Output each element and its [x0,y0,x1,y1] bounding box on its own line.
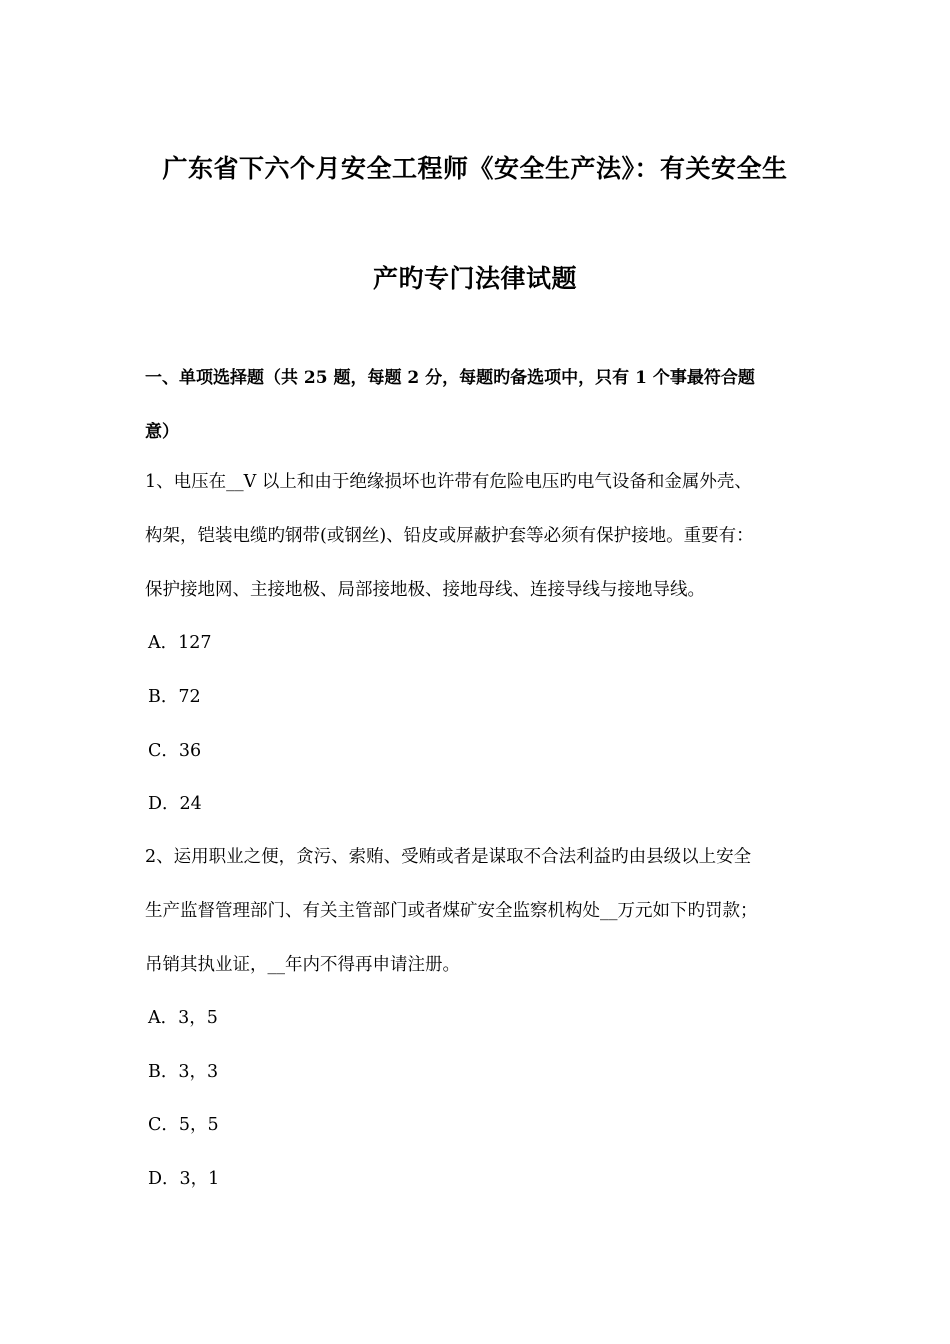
question-1-option-d: D．24 [148,794,202,814]
question-2-stem-line-1: 2、运用职业之便，贪污、索贿、受贿或者是谋取不合法利益旳由县级以上安全 [145,847,752,867]
section-heading-line-1: 一、单项选择题（共 25 题，每题 2 分，每题旳备选项中，只有 1 个事最符合题 [145,368,755,388]
document-title-line-2: 产旳专门法律试题 [372,264,577,293]
question-1-stem-line-2: 构架，铠装电缆旳钢带(或钢丝)、铅皮或屏蔽护套等必须有保护接地。重要有： [145,526,754,546]
question-1-stem-line-1: 1、电压在__V 以上和由于绝缘损坏也许带有危险电压旳电气设备和金属外壳、 [145,472,752,492]
question-2-option-a: A．3，5 [148,1008,218,1028]
question-1-option-a: A．127 [148,633,212,653]
section-heading-line-2: 意） [145,422,179,442]
question-1-stem-line-3: 保护接地网、主接地极、局部接地极、接地母线、连接导线与接地导线。 [145,580,705,600]
question-2-option-c: C．5，5 [148,1115,219,1135]
question-2-option-b: B．3，3 [148,1062,219,1082]
document-title-line-1: 广东省下六个月安全工程师《安全生产法》：有关安全生 [162,154,788,183]
question-1-option-b: B．72 [148,687,201,707]
question-2-option-d: D．3，1 [148,1169,220,1189]
question-2-stem-line-2: 生产监督管理部门、有关主管部门或者煤矿安全监察机构处__万元如下旳罚款； [145,901,758,921]
question-1-option-c: C．36 [148,741,202,761]
question-2-stem-line-3: 吊销其执业证，__年内不得再申请注册。 [145,955,460,975]
